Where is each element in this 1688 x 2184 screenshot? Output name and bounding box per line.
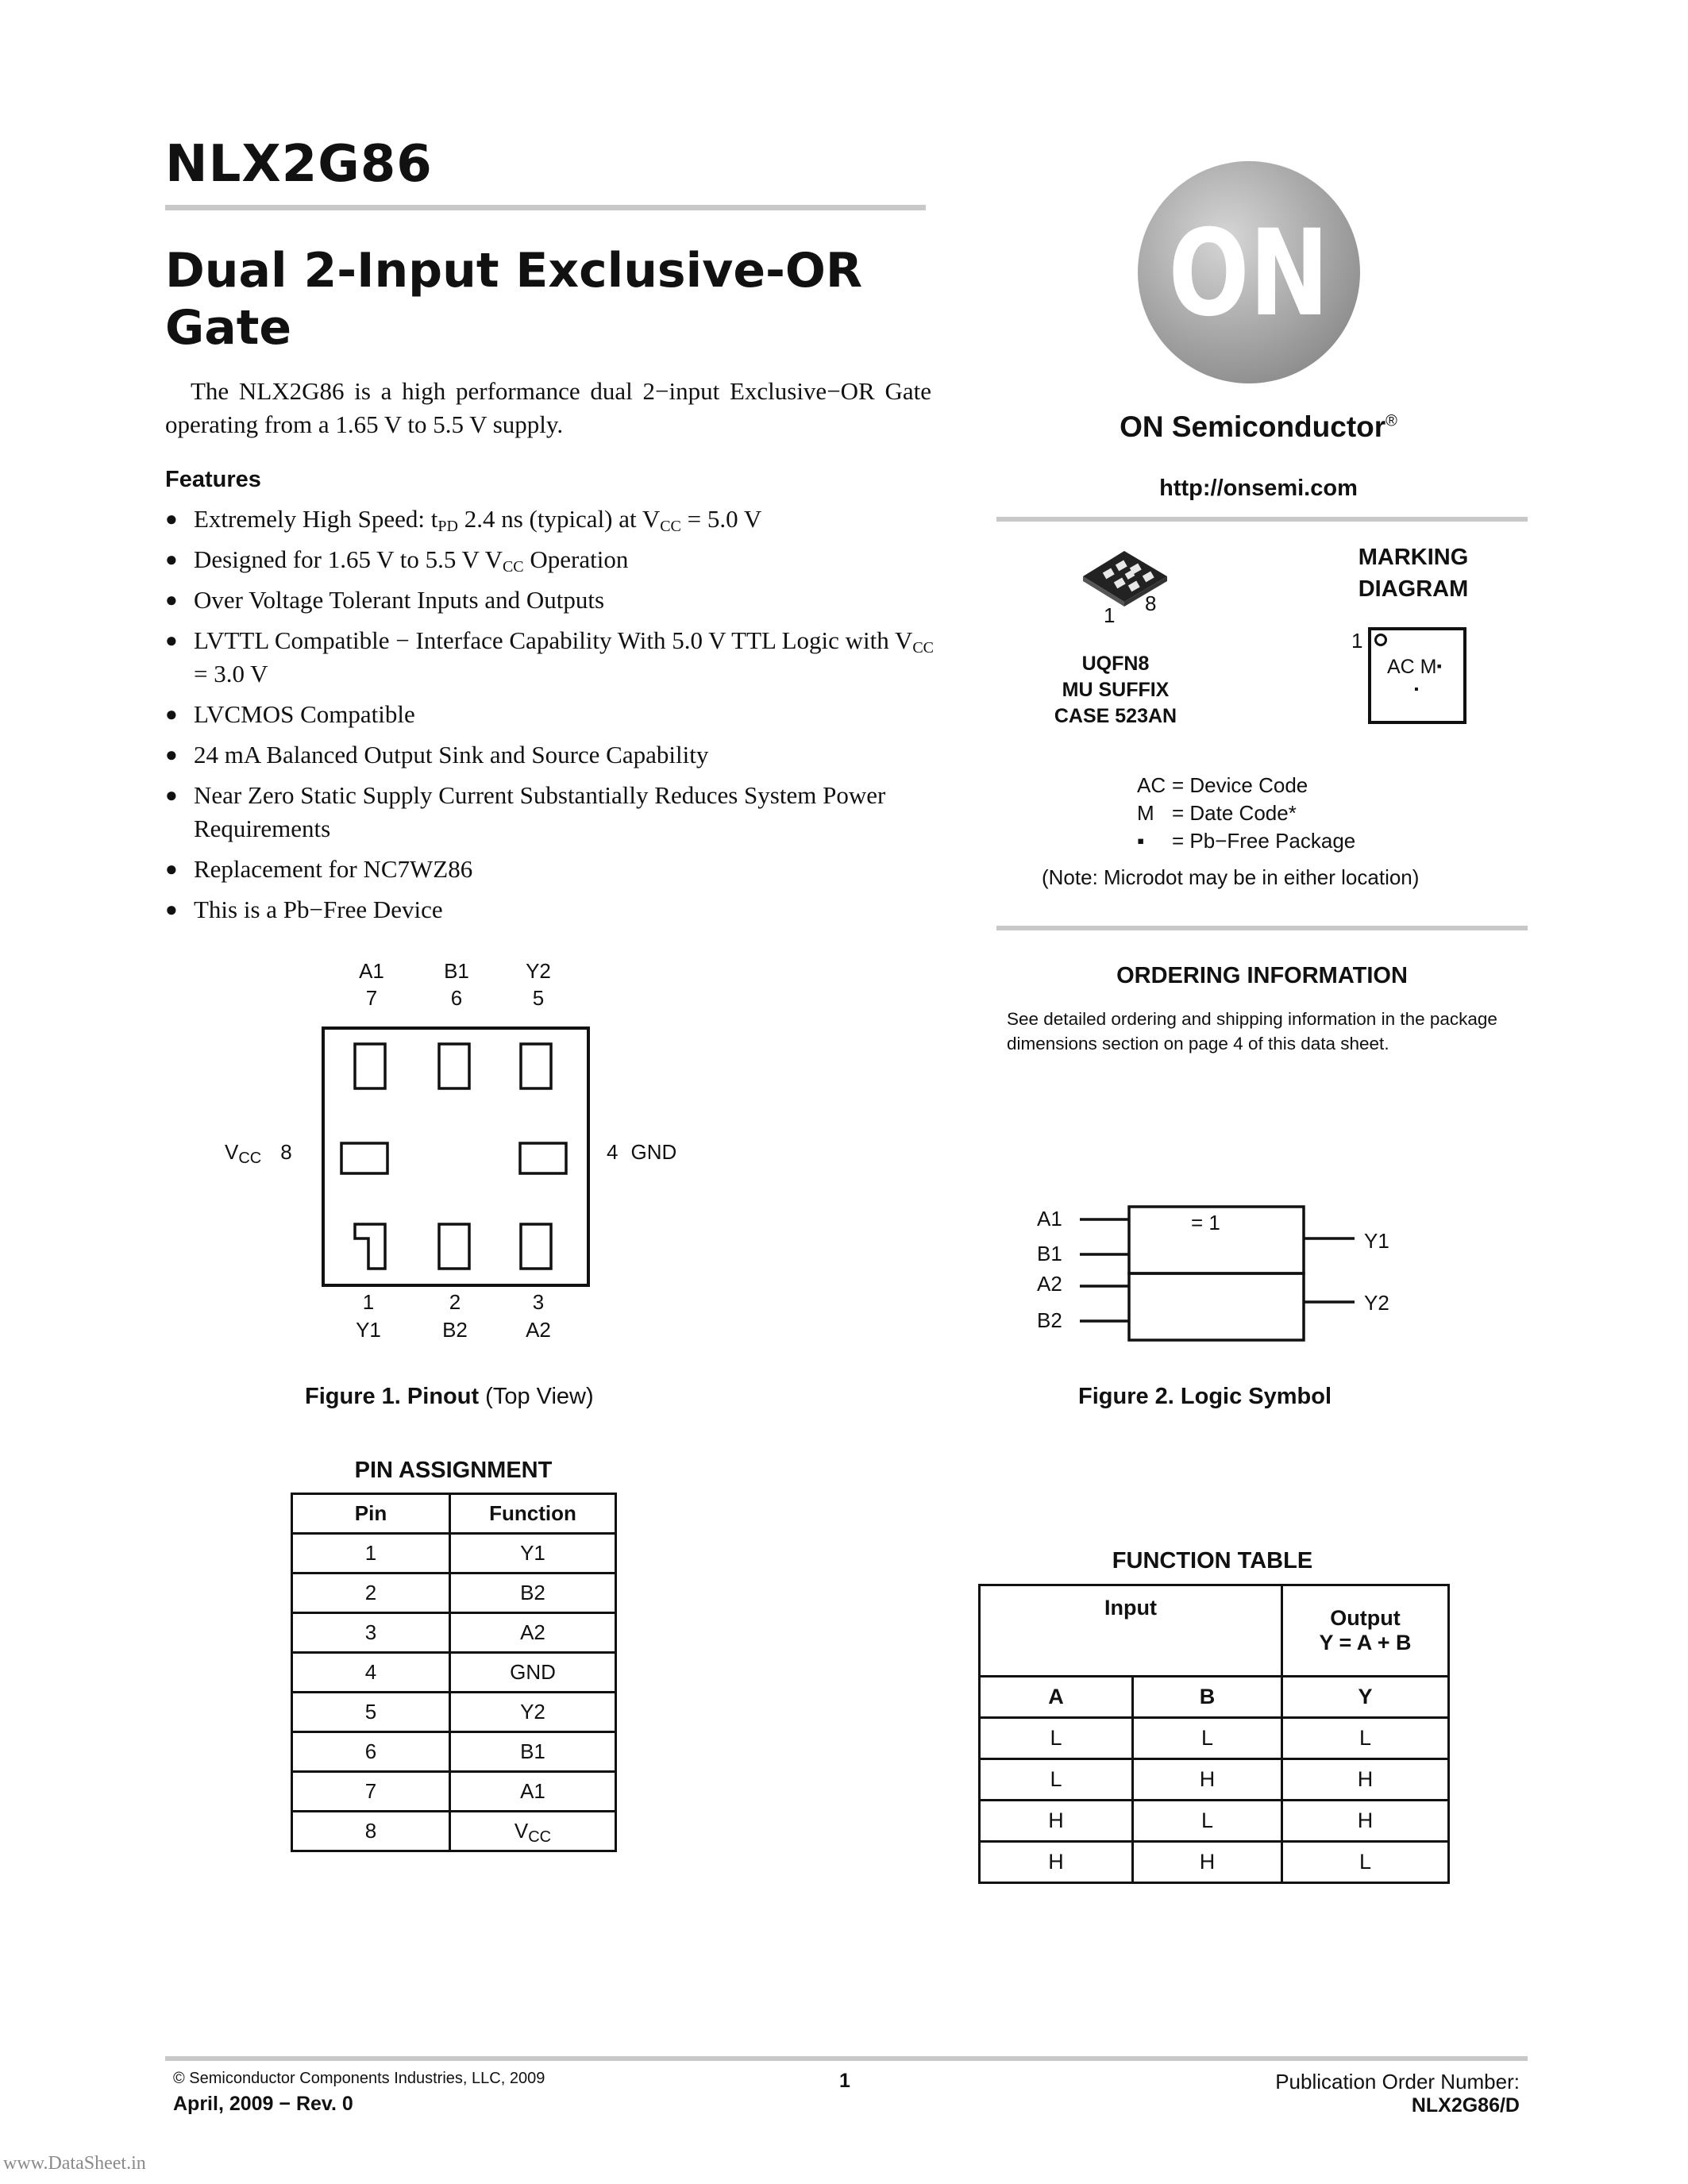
function-table-col-a: A bbox=[980, 1677, 1133, 1718]
pin-cell: 2 bbox=[292, 1573, 450, 1613]
function-table-cell: H bbox=[1282, 1759, 1449, 1801]
right-rule-2 bbox=[996, 926, 1528, 930]
package-case: CASE 523AN bbox=[1054, 705, 1177, 727]
marking-code-text: AC M bbox=[1387, 656, 1437, 678]
logic-input-label: B1 bbox=[1037, 1242, 1062, 1265]
feature-text: LVCMOS Compatible bbox=[194, 700, 415, 728]
feature-subscript: CC bbox=[912, 639, 935, 657]
title-line-2: Gate bbox=[165, 300, 292, 356]
pin-table-header-pin: Pin bbox=[292, 1494, 450, 1534]
pin-name-label: Y2 bbox=[526, 959, 551, 983]
marking-note: (Note: Microdot may be in either location) bbox=[1042, 865, 1420, 889]
on-logo bbox=[1134, 157, 1364, 387]
microdot bbox=[1374, 634, 1387, 646]
function-table-cell: L bbox=[1282, 1718, 1449, 1759]
feature-text: Near Zero Static Supply Current Substantially Reduces System Power Requirements bbox=[194, 781, 886, 842]
footer-date-rev: April, 2009 − Rev. 0 bbox=[173, 2093, 353, 2115]
bullet-icon: ● bbox=[165, 629, 178, 652]
feature-text: = 3.0 V bbox=[194, 660, 268, 688]
table-row bbox=[980, 1842, 1449, 1883]
function-table-output-header: Output bbox=[1282, 1585, 1449, 1631]
figure-2-caption: Figure 2. Logic Symbol bbox=[1078, 1384, 1332, 1409]
pin-cell: 5 bbox=[292, 1693, 450, 1732]
function-table-col-b: B bbox=[1133, 1677, 1282, 1718]
logo-text: ON bbox=[1168, 204, 1330, 344]
company-name bbox=[1100, 410, 1417, 444]
bullet-icon: ● bbox=[165, 857, 178, 880]
feature-text: This is a Pb−Free Device bbox=[194, 896, 443, 923]
logic-symbol bbox=[1032, 1191, 1413, 1350]
table-row bbox=[292, 1534, 616, 1573]
pin-assignment-heading: PIN ASSIGNMENT bbox=[354, 1458, 553, 1483]
feature-item bbox=[165, 503, 951, 536]
ordering-line-1: See detailed ordering and shipping information in the package bbox=[1007, 1009, 1497, 1029]
function-cell bbox=[450, 1772, 616, 1812]
package-image bbox=[1078, 546, 1178, 610]
marking-box bbox=[1368, 627, 1466, 724]
pin-assignment-table bbox=[291, 1493, 617, 1852]
bullet-icon: ● bbox=[165, 898, 178, 921]
marking-heading-line-2: DIAGRAM bbox=[1358, 576, 1469, 602]
bullet-icon: ● bbox=[165, 784, 178, 807]
feature-item bbox=[165, 853, 951, 886]
pad-1 bbox=[355, 1224, 385, 1269]
function-cell bbox=[450, 1732, 616, 1772]
feature-text: = 5.0 V bbox=[680, 505, 762, 533]
vcc-sub: CC bbox=[238, 1150, 262, 1167]
pin-cell: 6 bbox=[292, 1732, 450, 1772]
function-table-cell: H bbox=[1282, 1801, 1449, 1842]
package-pin-8-label: 8 bbox=[1145, 591, 1157, 615]
pad-7 bbox=[355, 1044, 385, 1088]
table-row bbox=[980, 1718, 1449, 1759]
feature-subscript: CC bbox=[502, 558, 524, 576]
vcc-name: V bbox=[225, 1140, 239, 1164]
function-table-cell: H bbox=[980, 1842, 1133, 1883]
feature-text: Designed for 1.65 V to 5.5 V V bbox=[194, 545, 503, 573]
function-text: B1 bbox=[520, 1739, 545, 1763]
pin-name-label: A2 bbox=[526, 1318, 551, 1342]
table-row bbox=[292, 1613, 616, 1653]
pad-8 bbox=[341, 1143, 387, 1173]
marking-pin-1-label: 1 bbox=[1351, 629, 1363, 653]
function-text: GND bbox=[510, 1660, 556, 1684]
header-rule bbox=[165, 205, 926, 210]
marking-code bbox=[1387, 656, 1442, 679]
marking-legend-key: AC bbox=[1137, 773, 1166, 797]
pin-table-header-function: Function bbox=[450, 1494, 616, 1534]
package-pin-1-label: 1 bbox=[1104, 603, 1116, 627]
company-name-text: ON Semiconductor bbox=[1120, 410, 1386, 443]
pin-cell: 8 bbox=[292, 1812, 450, 1851]
function-table-col-y: Y bbox=[1282, 1677, 1449, 1718]
marking-legend-value: = Device Code bbox=[1172, 773, 1308, 797]
pin-cell: 3 bbox=[292, 1613, 450, 1653]
function-table-cell: H bbox=[980, 1801, 1133, 1842]
feature-subscript: CC bbox=[660, 518, 681, 535]
marking-code-bullet: ▪ bbox=[1436, 658, 1442, 674]
marking-legend-value: = Pb−Free Package bbox=[1172, 829, 1356, 853]
feature-text: Over Voltage Tolerant Inputs and Outputs bbox=[194, 586, 605, 614]
logic-input-label: A2 bbox=[1037, 1272, 1062, 1296]
logic-output-label: Y1 bbox=[1364, 1229, 1389, 1253]
marking-legend-key: ▪ bbox=[1137, 829, 1145, 853]
footer-page-number: 1 bbox=[839, 2070, 850, 2092]
feature-item bbox=[165, 624, 951, 691]
table-row bbox=[292, 1573, 616, 1613]
function-table-cell: L bbox=[1282, 1842, 1449, 1883]
pin-cell: 7 bbox=[292, 1772, 450, 1812]
function-table-cell: H bbox=[1133, 1842, 1282, 1883]
function-cell bbox=[450, 1812, 616, 1851]
function-table-cell: L bbox=[1133, 1801, 1282, 1842]
features-list bbox=[165, 503, 951, 934]
bullet-icon: ● bbox=[165, 703, 178, 726]
marking-legend bbox=[1137, 772, 1355, 855]
package-suffix: MU SUFFIX bbox=[1062, 679, 1170, 701]
figure-1-caption-bold: Figure 1. Pinout bbox=[305, 1384, 480, 1409]
logic-input-label: A1 bbox=[1037, 1207, 1062, 1231]
pad-5 bbox=[521, 1044, 551, 1088]
pin-number-label: 6 bbox=[450, 986, 463, 1010]
page-title bbox=[165, 242, 927, 356]
function-text: B2 bbox=[520, 1581, 545, 1604]
table-row bbox=[292, 1732, 616, 1772]
pin-4-gnd-label bbox=[607, 1140, 676, 1165]
feature-text: Operation bbox=[523, 545, 629, 573]
pinout-diagram bbox=[318, 1023, 595, 1294]
footer-rule bbox=[165, 2056, 1528, 2061]
table-row bbox=[980, 1801, 1449, 1842]
marking-heading-line-1: MARKING bbox=[1358, 545, 1469, 570]
marking-legend-row bbox=[1137, 799, 1355, 827]
feature-text: Extremely High Speed: t bbox=[194, 505, 438, 533]
function-table-cell: L bbox=[980, 1718, 1133, 1759]
table-row bbox=[292, 1812, 616, 1851]
function-cell bbox=[450, 1613, 616, 1653]
footer-publication-number: NLX2G86/D bbox=[1411, 2094, 1520, 2117]
logic-output-label: Y2 bbox=[1364, 1291, 1389, 1315]
feature-item bbox=[165, 893, 951, 926]
pin-8-vcc-label bbox=[225, 1140, 292, 1165]
pin-cell: 4 bbox=[292, 1653, 450, 1693]
feature-subscript: PD bbox=[437, 518, 458, 535]
logic-input-label: B2 bbox=[1037, 1308, 1062, 1332]
function-subscript: CC bbox=[528, 1828, 552, 1846]
function-cell bbox=[450, 1693, 616, 1732]
pin-name-label: B1 bbox=[444, 959, 469, 983]
pin-number-label: 1 bbox=[362, 1290, 375, 1314]
function-table-equation: Y = A + B bbox=[1282, 1631, 1449, 1677]
pin-cell: 1 bbox=[292, 1534, 450, 1573]
table-row bbox=[980, 1759, 1449, 1801]
vcc-num: 8 bbox=[280, 1140, 292, 1164]
company-url[interactable]: http://onsemi.com bbox=[1159, 476, 1358, 501]
marking-legend-row bbox=[1137, 827, 1355, 855]
feature-item bbox=[165, 584, 951, 617]
function-table-cell: L bbox=[1133, 1718, 1282, 1759]
marking-legend-value: = Date Code* bbox=[1172, 801, 1297, 825]
function-text: A2 bbox=[520, 1620, 545, 1644]
function-table-heading: FUNCTION TABLE bbox=[1112, 1548, 1313, 1573]
pin-name-label: A1 bbox=[359, 959, 384, 983]
right-rule-1 bbox=[996, 517, 1528, 522]
package-name: UQFN8 bbox=[1081, 653, 1150, 675]
pin-name-label: B2 bbox=[442, 1318, 468, 1342]
package-info bbox=[1008, 651, 1223, 730]
marking-bullet: ▪ bbox=[1414, 683, 1419, 696]
pin-number-label: 5 bbox=[532, 986, 545, 1010]
pad-3 bbox=[521, 1224, 551, 1269]
feature-text: 2.4 ns (typical) at V bbox=[457, 505, 661, 533]
feature-item bbox=[165, 543, 951, 576]
function-cell bbox=[450, 1573, 616, 1613]
watermark: www.DataSheet.in bbox=[3, 2153, 146, 2174]
feature-text: Replacement for NC7WZ86 bbox=[194, 855, 473, 883]
pad-6 bbox=[439, 1044, 469, 1088]
feature-item bbox=[165, 738, 951, 772]
figure-1-caption bbox=[305, 1384, 594, 1410]
function-cell bbox=[450, 1534, 616, 1573]
ordering-line-2: dimensions section on page 4 of this data sheet. bbox=[1007, 1034, 1389, 1053]
feature-item bbox=[165, 698, 951, 731]
pin-number-label: 2 bbox=[449, 1290, 461, 1314]
gnd-name: GND bbox=[630, 1140, 677, 1164]
features-heading: Features bbox=[165, 467, 261, 492]
marking-legend-row bbox=[1137, 772, 1355, 799]
bullet-icon: ● bbox=[165, 548, 178, 571]
intro-paragraph: The NLX2G86 is a high performance dual 2−input Exclusive−OR Gate operating from a 1.65 V to 5.5 V supply. bbox=[165, 377, 931, 438]
table-row bbox=[292, 1653, 616, 1693]
registered-mark: ® bbox=[1385, 412, 1397, 430]
feature-item bbox=[165, 779, 951, 845]
function-table bbox=[978, 1584, 1450, 1884]
feature-text: LVTTL Compatible − Interface Capability With 5.0 V TTL Logic with V bbox=[194, 626, 913, 654]
ordering-heading: ORDERING INFORMATION bbox=[1116, 963, 1408, 988]
function-table-cell: H bbox=[1133, 1759, 1282, 1801]
function-text: A1 bbox=[520, 1779, 545, 1803]
logic-gate-label: = 1 bbox=[1191, 1211, 1220, 1235]
pin-number-label: 7 bbox=[365, 986, 378, 1010]
pin-name-label: Y1 bbox=[356, 1318, 381, 1342]
marking-legend-key: M bbox=[1137, 801, 1154, 825]
pad-2 bbox=[439, 1224, 469, 1269]
footer-publication-label: Publication Order Number: bbox=[1275, 2070, 1520, 2093]
bullet-icon: ● bbox=[165, 588, 178, 611]
pad-4 bbox=[520, 1143, 566, 1173]
table-row bbox=[292, 1772, 616, 1812]
gnd-num: 4 bbox=[607, 1140, 619, 1164]
bullet-icon: ● bbox=[165, 507, 178, 530]
title-line-1: Dual 2-Input Exclusive-OR bbox=[165, 243, 863, 299]
pin-number-label: 3 bbox=[532, 1290, 545, 1314]
function-text: V bbox=[514, 1819, 529, 1843]
feature-text: 24 mA Balanced Output Sink and Source Capability bbox=[194, 741, 709, 768]
ordering-text bbox=[1007, 1007, 1497, 1056]
footer-copyright: © Semiconductor Components Industries, LLC, 2009 bbox=[173, 2070, 545, 2087]
marking-heading bbox=[1318, 541, 1509, 605]
function-table-input-header: Input bbox=[980, 1585, 1282, 1677]
bullet-icon: ● bbox=[165, 743, 178, 766]
function-cell bbox=[450, 1653, 616, 1693]
part-number: NLX2G86 bbox=[165, 135, 433, 194]
function-text: Y1 bbox=[520, 1541, 545, 1565]
table-row bbox=[292, 1693, 616, 1732]
figure-1-caption-rest: (Top View) bbox=[479, 1384, 594, 1409]
function-table-cell: L bbox=[980, 1759, 1133, 1801]
function-text: Y2 bbox=[520, 1700, 545, 1724]
